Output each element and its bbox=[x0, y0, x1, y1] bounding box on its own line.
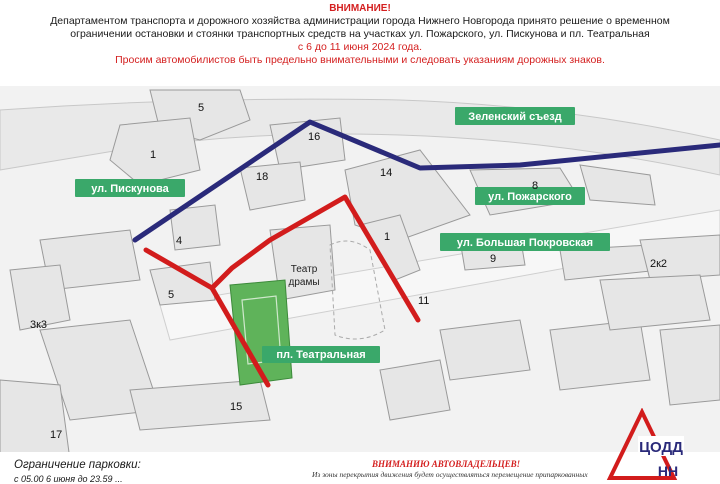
building-number: 2к2 bbox=[650, 258, 668, 270]
street-label-teatralnaya bbox=[262, 346, 380, 363]
notice-title: ВНИМАНИЕ! bbox=[329, 3, 391, 14]
street-label-zelensky bbox=[455, 107, 575, 125]
theatre-label-2: драмы bbox=[288, 277, 320, 288]
building-number: 16 bbox=[308, 131, 321, 143]
logo-text: ЦОДД bbox=[639, 439, 683, 456]
notice-line-1: Департаментом транспорта и дорожного хозяйства администрации города Нижнего Новгорода принято решение о временном bbox=[50, 15, 670, 27]
street-label-piskunova bbox=[75, 179, 185, 197]
building-number: 1 bbox=[150, 149, 157, 161]
street-label-pozharskogo bbox=[475, 187, 585, 205]
street-label-bolshaya-pokrovskaya bbox=[440, 233, 610, 251]
warning-text: Из зоны перекрытия движения будет осуществляться перемещение припаркованных bbox=[312, 470, 588, 479]
building-number: 14 bbox=[380, 167, 393, 179]
logo-subtext: НН bbox=[657, 463, 679, 479]
warning-title: ВНИМАНИЮ АВТОВЛАДЕЛЬЦЕВ! bbox=[372, 459, 521, 469]
building-number: 17 bbox=[50, 429, 63, 441]
notice-dates: с 6 до 11 июня 2024 года. bbox=[297, 41, 423, 53]
parking-text: с 05.00 6 июня до 23.59 ... bbox=[14, 474, 123, 484]
street-label-piskunova-text: ул. Пискунова bbox=[91, 183, 169, 195]
street-label-teatralnaya-text: пл. Театральная bbox=[276, 349, 366, 361]
building-number: 18 bbox=[256, 171, 269, 183]
building-number: 4 bbox=[176, 235, 183, 247]
notice-line-2: ограничении остановки и стоянки транспортных средств на участках ул. Пожарского, ул. Пискунова и пл. Театральная bbox=[70, 28, 650, 40]
building-number: 1 bbox=[384, 231, 391, 243]
building-number: 8 bbox=[532, 180, 539, 192]
building-number: 5 bbox=[198, 102, 205, 114]
notice-request: Просим автомобилистов быть предельно внимательными и следовать указаниям дорожных знаков. bbox=[115, 54, 605, 66]
theatre-label-1: Театр bbox=[290, 264, 318, 275]
street-label-pozharskogo-text: ул. Пожарского bbox=[488, 191, 572, 203]
building-number: 15 bbox=[230, 401, 243, 413]
building-number: 5 bbox=[168, 289, 175, 301]
parking-title: Ограничение парковки: bbox=[14, 459, 141, 471]
street-label-zelensky-text: Зеленский съезд bbox=[468, 111, 562, 123]
building-number: 9 bbox=[490, 253, 497, 265]
codd-logo bbox=[602, 408, 714, 480]
notice-header bbox=[0, 0, 720, 86]
building-number: 11 bbox=[418, 295, 430, 307]
street-label-bolshaya-pokrovskaya-text: ул. Большая Покровская bbox=[456, 237, 594, 249]
building-number: 3к3 bbox=[30, 319, 48, 331]
